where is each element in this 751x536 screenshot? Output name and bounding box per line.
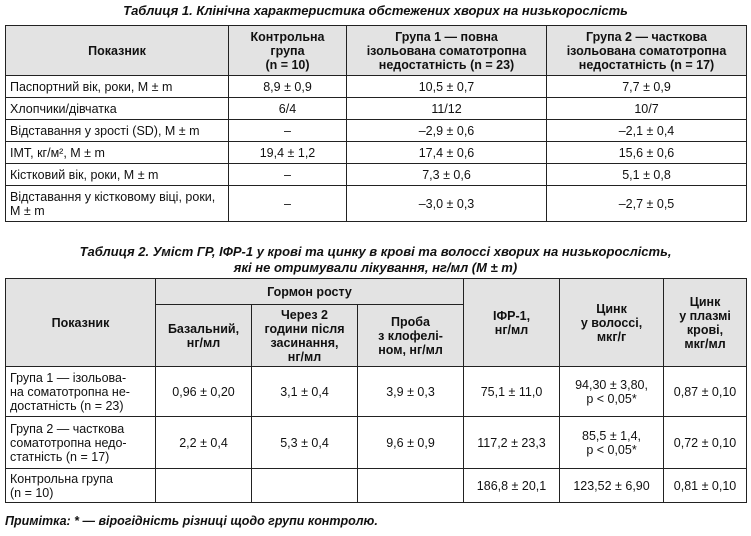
table-row [6, 186, 747, 222]
cell-clonidine: 9,6 ± 0,9 [358, 417, 464, 469]
row-label: Кістковий вік, роки, M ± m [6, 164, 229, 186]
cell-group1: 17,4 ± 0,6 [347, 142, 547, 164]
cell-igf: 186,8 ± 20,1 [464, 469, 560, 503]
cell-zinc-hair: 94,30 ± 3,80, p < 0,05* [560, 367, 664, 417]
table2-caption-line2: які не отримували лікування, нг/мл (M ± m) [233, 260, 518, 275]
table-row [6, 417, 747, 469]
cell-zinc-hair: 85,5 ± 1,4, p < 0,05* [560, 417, 664, 469]
table2-caption-line1: Таблиця 2. Уміст ГР, ІФР-1 у крові та цинку в крові та волоссі хворих на низькорослість, [79, 244, 672, 259]
table-row [6, 120, 747, 142]
cell-group1: –2,9 ± 0,6 [347, 120, 547, 142]
cell-group1: 11/12 [347, 98, 547, 120]
table-row [6, 76, 747, 98]
cell-clonidine: 3,9 ± 0,3 [358, 367, 464, 417]
cell-group1: 10,5 ± 0,7 [347, 76, 547, 98]
cell-control: – [229, 164, 347, 186]
footnote-prefix: Примітка: [5, 514, 71, 528]
cell-group2: –2,7 ± 0,5 [547, 186, 747, 222]
row-label: Відставання у зрості (SD), M ± m [6, 120, 229, 142]
t2-header-zinc-hair: Цинк у волоссі, мкг/г [560, 279, 664, 367]
table-row [6, 367, 747, 417]
cell-basal: 2,2 ± 0,4 [156, 417, 252, 469]
cell-basal: 0,96 ± 0,20 [156, 367, 252, 417]
t1-header-group2: Група 2 — часткова ізольована соматотропна недостатність (n = 17) [547, 26, 747, 76]
t1-header-control: Контрольна група (n = 10) [229, 26, 347, 76]
row-label: Відставання у кістковому віці, роки, M ± m [6, 186, 229, 222]
cell-group1: 7,3 ± 0,6 [347, 164, 547, 186]
cell-group2: –2,1 ± 0,4 [547, 120, 747, 142]
cell-zinc-plasma: 0,72 ± 0,10 [664, 417, 747, 469]
cell-zinc-plasma: 0,81 ± 0,10 [664, 469, 747, 503]
table1 [5, 25, 747, 222]
t1-header-indicator: Показник [6, 26, 229, 76]
cell-igf: 75,1 ± 11,0 [464, 367, 560, 417]
t2-header-zinc-plasma: Цинк у плазмі крові, мкг/мл [664, 279, 747, 367]
cell-control: – [229, 186, 347, 222]
cell-control: – [229, 120, 347, 142]
t2-header-basal: Базальний, нг/мл [156, 305, 252, 367]
cell-control: 6/4 [229, 98, 347, 120]
cell-clonidine [358, 469, 464, 503]
cell-group1: –3,0 ± 0,3 [347, 186, 547, 222]
footnote-text: * — вірогідність різниці щодо групи контролю. [70, 514, 378, 528]
t2-header-after-2h: Через 2 години після засинання, нг/мл [252, 305, 358, 367]
cell-igf: 117,2 ± 23,3 [464, 417, 560, 469]
cell-group2: 5,1 ± 0,8 [547, 164, 747, 186]
row-label: ІМТ, кг/м², M ± m [6, 142, 229, 164]
cell-basal [156, 469, 252, 503]
cell-group2: 10/7 [547, 98, 747, 120]
row-label: Контрольна група (n = 10) [6, 469, 156, 503]
table2-footnote [5, 514, 378, 528]
row-label: Паспортний вік, роки, M ± m [6, 76, 229, 98]
cell-control: 8,9 ± 0,9 [229, 76, 347, 98]
row-label: Група 2 — часткова соматотропна недо- статність (n = 17) [6, 417, 156, 469]
cell-group2: 15,6 ± 0,6 [547, 142, 747, 164]
table-row [6, 142, 747, 164]
t2-header-growth-hormone: Гормон росту [156, 279, 464, 305]
table1-header-row [6, 26, 747, 76]
cell-after-2h [252, 469, 358, 503]
table-row [6, 98, 747, 120]
cell-control: 19,4 ± 1,2 [229, 142, 347, 164]
table2-header-row [6, 279, 747, 305]
table1-caption: Таблиця 1. Клінічна характеристика обстежених хворих на низькорослість [123, 3, 628, 18]
t1-header-group1: Група 1 — повна ізольована соматотропна недостатність (n = 23) [347, 26, 547, 76]
table-row [6, 469, 747, 503]
cell-zinc-plasma: 0,87 ± 0,10 [664, 367, 747, 417]
t2-header-indicator: Показник [6, 279, 156, 367]
row-label: Група 1 — ізольова- на соматотропна не- достатність (n = 23) [6, 367, 156, 417]
table-row [6, 164, 747, 186]
cell-zinc-hair: 123,52 ± 6,90 [560, 469, 664, 503]
row-label: Хлопчики/дівчатка [6, 98, 229, 120]
table2-caption [0, 244, 751, 276]
cell-after-2h: 5,3 ± 0,4 [252, 417, 358, 469]
t2-header-clonidine: Проба з клофелі- ном, нг/мл [358, 305, 464, 367]
cell-after-2h: 3,1 ± 0,4 [252, 367, 358, 417]
t2-header-igf: ІФР-1, нг/мл [464, 279, 560, 367]
cell-group2: 7,7 ± 0,9 [547, 76, 747, 98]
table2 [5, 278, 747, 503]
